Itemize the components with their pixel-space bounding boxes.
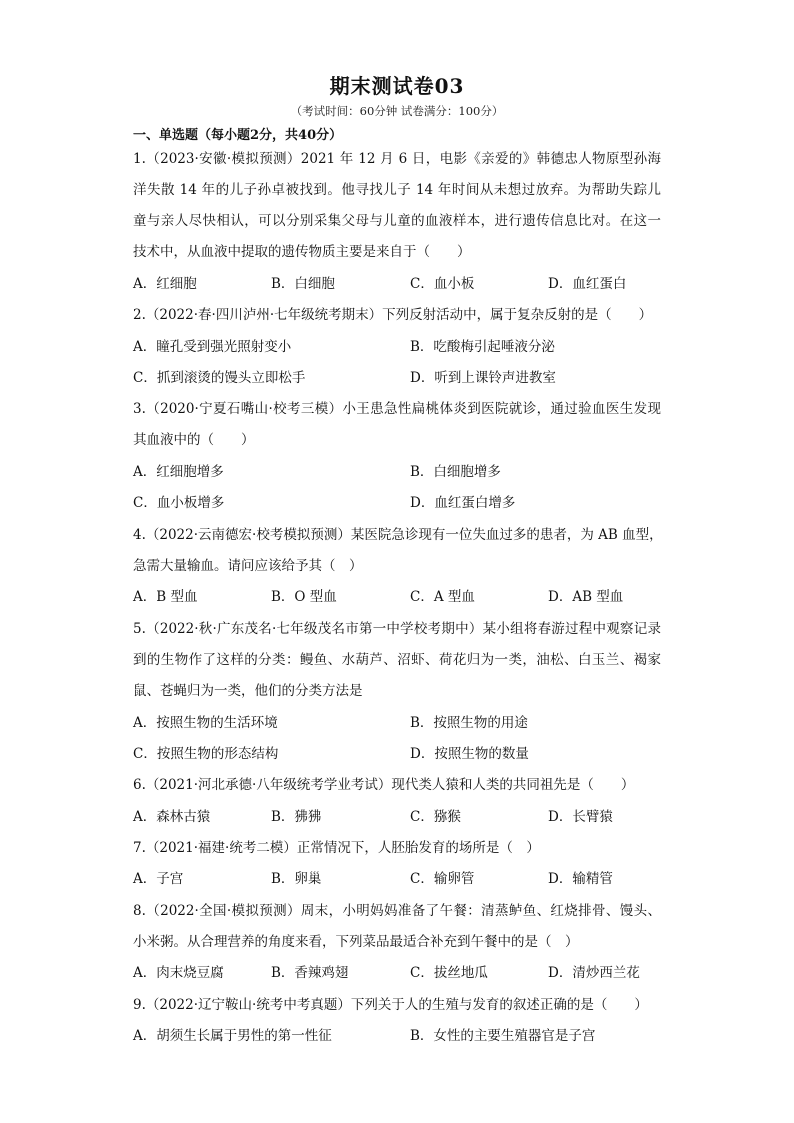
question-1-option-a[interactable]: A．红细胞 xyxy=(133,276,197,292)
question-4-option-b[interactable]: B．O 型血 xyxy=(271,589,337,605)
exam-subtitle: （考试时间：60分钟 试卷满分：100分） xyxy=(290,104,504,118)
question-2-option-a[interactable]: A．瞳孔受到强光照射变小 xyxy=(133,339,292,355)
question-5-line-1: 5.（2022·秋·广东茂名·七年级茂名市第一中学校考期中）某小组将春游过程中观察记录 xyxy=(133,621,661,637)
question-1-line-1: 1.（2023·安徽·模拟预测）2021 年 12 月 6 日，电影《亲爱的》韩德忠人物原型孙海 xyxy=(133,151,661,167)
question-5-option-d[interactable]: D．按照生物的数量 xyxy=(410,746,529,762)
question-9-option-b[interactable]: B．女性的主要生殖器官是子宫 xyxy=(410,1028,596,1044)
question-3-option-c[interactable]: C．血小板增多 xyxy=(133,495,225,511)
question-3-line-1: 3.（2020·宁夏石嘴山·校考三模）小王患急性扁桃体炎到医院就诊，通过验血医生发现 xyxy=(133,401,661,417)
question-8-line-2: 小米粥。从合理营养的角度来看，下列菜品最适合补充到午餐中的是（ ） xyxy=(133,934,579,950)
question-6-line-1: 6.（2021·河北承德·八年级统考学业考试）现代类人猿和人类的共同祖先是（ ） xyxy=(133,777,635,793)
question-1-line-2: 洋失散 14 年的儿子孙卓被找到。他寻找儿子 14 年时间从未想过放弃。为帮助失踪儿 xyxy=(133,182,661,198)
question-2-option-d[interactable]: D．听到上课铃声进教室 xyxy=(410,370,556,386)
question-4-line-2: 急需大量输血。请问应该给予其（ ） xyxy=(133,558,363,574)
question-6-option-c[interactable]: C．猕猴 xyxy=(410,809,461,825)
question-7-line-1: 7.（2021·福建·统考二模）正常情况下，人胚胎发育的场所是（ ） xyxy=(133,840,540,856)
question-1-option-d[interactable]: D．血红蛋白 xyxy=(548,276,627,292)
question-8-option-b[interactable]: B．香辣鸡翅 xyxy=(271,965,349,981)
question-4-option-a[interactable]: A．B 型血 xyxy=(133,589,198,605)
question-5-line-3: 鼠、苍蝇归为一类，他们的分类方法是 xyxy=(133,683,363,699)
question-8-line-1: 8.（2022·全国·模拟预测）周末，小明妈妈准备了午餐：清蒸鲈鱼、红烧排骨、馒头、 xyxy=(133,903,661,919)
question-4-line-1: 4.（2022·云南德宏·校考模拟预测）某医院急诊现有一位失血过多的患者，为 AB 血型， xyxy=(133,527,663,543)
question-6-option-b[interactable]: B．狒狒 xyxy=(271,809,322,825)
question-5-option-b[interactable]: B．按照生物的用途 xyxy=(410,715,528,731)
section-heading: 一、单选题（每小题2分，共40分） xyxy=(133,128,343,143)
question-8-option-c[interactable]: C．拔丝地瓜 xyxy=(410,965,488,981)
question-7-option-a[interactable]: A．子宫 xyxy=(133,871,184,887)
question-4-option-d[interactable]: D．AB 型血 xyxy=(548,589,624,605)
question-5-option-a[interactable]: A．按照生物的生活环境 xyxy=(133,715,278,731)
question-1-line-4: 技术中，从血液中提取的遗传物质主要是来自于（ ） xyxy=(133,244,471,260)
question-1-line-3: 童与亲人尽快相认，可以分别采集父母与儿童的血液样本，进行遗传信息比对。在这一 xyxy=(133,213,661,229)
question-8-option-a[interactable]: A．肉末烧豆腐 xyxy=(133,965,224,981)
question-5-line-2: 到的生物作了这样的分类：鳗鱼、水葫芦、沼虾、荷花归为一类，油松、白玉兰、褐家 xyxy=(133,652,661,668)
exam-title: 期末测试卷03 xyxy=(329,74,465,98)
question-3-option-a[interactable]: A．红细胞增多 xyxy=(133,464,224,480)
question-3-line-2: 其血液中的（ ） xyxy=(133,432,255,448)
question-8-option-d[interactable]: D．清炒西兰花 xyxy=(548,965,640,981)
question-7-option-b[interactable]: B．卵巢 xyxy=(271,871,322,887)
question-2-option-b[interactable]: B．吃酸梅引起唾液分泌 xyxy=(410,339,555,355)
question-5-option-c[interactable]: C．按照生物的形态结构 xyxy=(133,746,279,762)
question-4-option-c[interactable]: C．A 型血 xyxy=(410,589,475,605)
question-7-option-d[interactable]: D．输精管 xyxy=(548,871,613,887)
question-3-option-b[interactable]: B．白细胞增多 xyxy=(410,464,501,480)
question-3-option-d[interactable]: D．血红蛋白增多 xyxy=(410,495,516,511)
question-9-line-1: 9.（2022·辽宁鞍山·统考中考真题）下列关于人的生殖与发育的叙述正确的是（ ） xyxy=(133,997,648,1013)
question-7-option-c[interactable]: C．输卵管 xyxy=(410,871,475,887)
question-6-option-a[interactable]: A．森林古猿 xyxy=(133,809,211,825)
question-1-option-b[interactable]: B．白细胞 xyxy=(271,276,335,292)
question-2-line-1: 2.（2022·春·四川泸州·七年级统考期末）下列反射活动中，属于复杂反射的是（ ） xyxy=(133,307,653,323)
question-2-option-c[interactable]: C．抓到滚烫的馒头立即松手 xyxy=(133,370,306,386)
question-1-option-c[interactable]: C．血小板 xyxy=(410,276,475,292)
question-6-option-d[interactable]: D．长臂猿 xyxy=(548,809,613,825)
question-9-option-a[interactable]: A．胡须生长属于男性的第一性征 xyxy=(133,1028,332,1044)
